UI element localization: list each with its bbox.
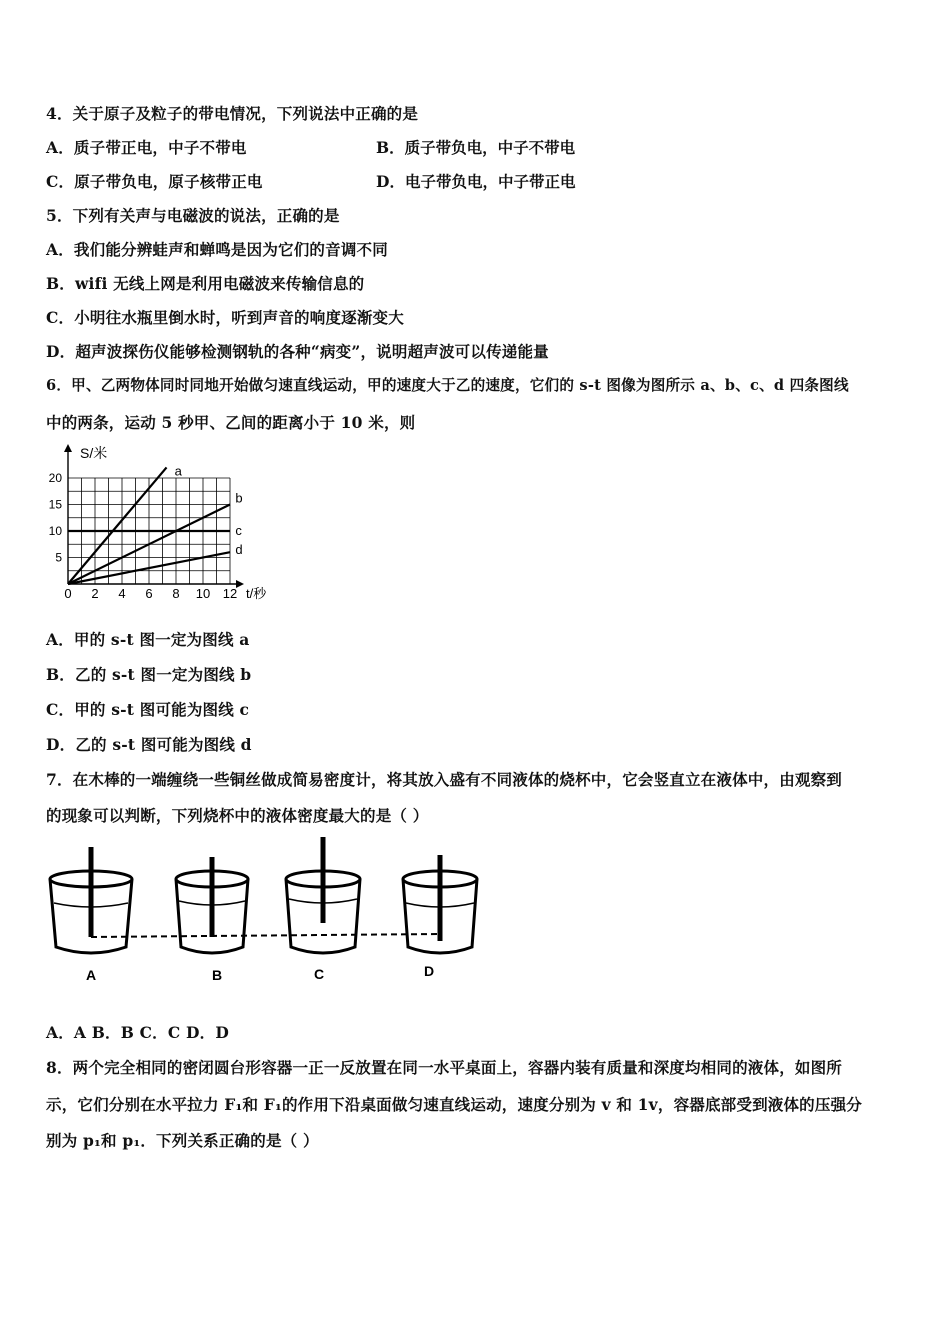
q5-option-b: B．wifi 无线上网是利用电磁波来传输信息的 <box>46 274 365 293</box>
x-tick-label: 0 <box>64 586 72 601</box>
beaker-a <box>50 847 132 953</box>
x-axis-label: t/秒 <box>246 586 267 601</box>
series-label-a: a <box>174 463 182 479</box>
q4-option-c: C．原子带负电，原子核带正电 <box>46 172 263 191</box>
q7-options: A．A B．B C．C D．D <box>46 1023 229 1042</box>
q7-stem-line2: 的现象可以判断，下列烧杯中的液体密度最大的是（ ） <box>46 806 429 825</box>
x-tick-label: 6 <box>145 586 153 601</box>
q6-option-a: A．甲的 s-t 图一定为图线 a <box>46 630 250 649</box>
dashed-reference-line <box>91 934 440 937</box>
q5-option-a: A．我们能分辨蛙声和蝉鸣是因为它们的音调不同 <box>46 240 388 259</box>
q4-option-d: D．电子带负电，中子带正电 <box>376 172 576 191</box>
q4-option-a: A．质子带正电，中子不带电 <box>46 138 247 157</box>
y-tick-label: 5 <box>55 550 62 565</box>
x-tick-label: 12 <box>222 586 238 601</box>
x-tick-label: 2 <box>91 586 99 601</box>
q6-stem-line2: 中的两条，运动 5 秒甲、乙间的距离小于 10 米，则 <box>46 413 416 432</box>
y-tick-label: 15 <box>48 497 62 512</box>
beaker-label-c: C <box>314 966 325 982</box>
series-label-d: d <box>235 542 243 558</box>
q6-stem-line1: 6．甲、乙两物体同时同地开始做匀速直线运动，甲的速度大于乙的速度，它们的 s-t 图像为图所示 a、b、c、d 四条图线 <box>46 377 849 394</box>
q5-option-d: D．超声波探伤仪能够检测钢轨的各种“病变”，说明超声波可以传递能量 <box>46 342 549 361</box>
q6-option-d: D．乙的 s-t 图可能为图线 d <box>46 735 252 754</box>
q8-line1: 8．两个完全相同的密闭圆台形容器一正一反放置在同一水平桌面上，容器内装有质量和深度均相同的液体，如图所 <box>46 1058 842 1077</box>
q4-option-b: B．质子带负电，中子不带电 <box>376 138 576 157</box>
beakers-figure <box>40 835 510 995</box>
beaker-b <box>176 857 248 953</box>
x-tick-label: 10 <box>195 586 211 601</box>
q5-option-c: C．小明往水瓶里倒水时，听到声音的响度逐渐变大 <box>46 308 404 327</box>
beaker-label-d: D <box>424 963 435 979</box>
y-tick-label: 10 <box>48 524 62 538</box>
st-graph <box>40 440 290 610</box>
q8-line2: 示，它们分别在水平拉力 F₁和 F₁的作用下沿桌面做匀速直线运动，速度分别为 v 和 1v，容器底部受到液体的压强分 <box>46 1095 862 1114</box>
series-label-c: c <box>235 523 242 538</box>
q5-stem: 5．下列有关声与电磁波的说法，正确的是 <box>46 206 340 225</box>
y-axis-arrow <box>64 444 72 452</box>
q4-stem: 4．关于原子及粒子的带电情况，下列说法中正确的是 <box>46 104 419 123</box>
q8-line3: 别为 p₁和 p₁．下列关系正确的是（ ） <box>46 1131 319 1150</box>
y-axis-label: S/米 <box>80 445 108 461</box>
x-tick-label: 8 <box>172 586 180 601</box>
q6-option-b: B．乙的 s-t 图一定为图线 b <box>46 665 252 684</box>
series-label-b: b <box>235 490 243 506</box>
x-tick-label: 4 <box>118 586 126 601</box>
beaker-label-a: A <box>86 967 97 983</box>
beaker-label-b: B <box>212 967 223 983</box>
q6-option-c: C．甲的 s-t 图可能为图线 c <box>46 700 250 719</box>
y-tick-label: 20 <box>48 471 62 485</box>
beaker-d <box>403 855 477 953</box>
q7-stem-line1: 7．在木棒的一端缠绕一些铜丝做成简易密度计，将其放入盛有不同液体的烧杯中，它会竖直立在液体中，由观察到 <box>46 770 842 789</box>
